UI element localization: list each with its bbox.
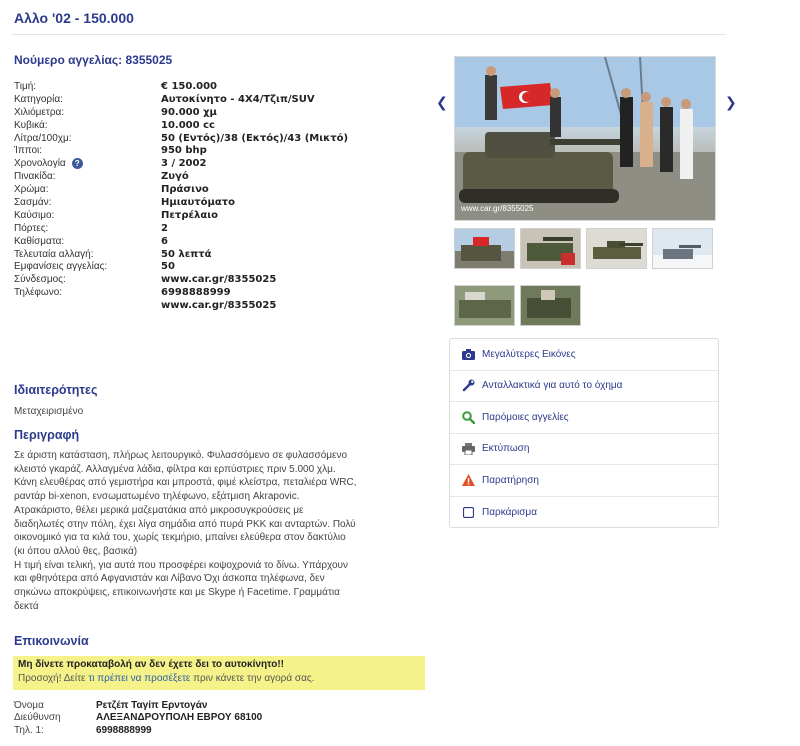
spec-label: Τιμή: [14, 80, 37, 92]
description-line: διαδηλωτές στην πόλη, έχει λίγα σημάδια από πυρά ΡΚΚ και ανταρτών. Πολύ [14, 518, 356, 530]
spec-value: Ζυγό [161, 171, 189, 183]
spec-label: Λίτρα/100χμ: [14, 132, 72, 144]
camera-icon [461, 347, 475, 361]
description-line: ραντάρ bi-xenon, ενσωματωμένο τηλέφωνο, εξάτμιση Akrapovic. [14, 491, 300, 503]
action-label: Μεγαλύτερες Εικόνες [482, 348, 576, 360]
title-divider [12, 34, 726, 35]
tips-link[interactable]: τι πρέπει να προσέξετε [88, 673, 191, 684]
spec-label: Πόρτες: [14, 222, 49, 234]
note-prefix: Προσοχή! Δείτε [18, 673, 89, 684]
spec-row-price [14, 80, 434, 93]
spare-parts-link[interactable] [450, 371, 718, 403]
help-icon[interactable]: ? [72, 158, 83, 169]
spec-row-engine [14, 119, 434, 132]
contact-heading: Επικοινωνία [14, 634, 89, 648]
description-line: Κάνη ελευθέρας από γεμιστήρα και μπροστά, φιμέ κλείστρα, πεταλιέρα WRC, [14, 477, 357, 489]
spec-value: 90.000 χμ [161, 106, 217, 118]
spec-row-link [14, 273, 434, 286]
thumbnail-4[interactable] [652, 228, 713, 269]
thumbnail-3[interactable] [586, 228, 647, 269]
note-suffix: πριν κάνετε την αγορά σας. [190, 673, 315, 684]
spec-value: 50 (Εντός)/38 (Εκτός)/43 (Μικτό) [161, 132, 349, 144]
spec-value: € 150.000 [161, 80, 217, 92]
spec-row-gearbox [14, 196, 434, 209]
description-line: (κι όπου αλλού θες, βασικά) [14, 545, 138, 557]
specs-table [14, 80, 434, 312]
spec-label: Κατηγορία: [14, 93, 63, 105]
description-line: Η τιμή είναι τελική, για αυτά που προσφέρει κοψοχρονιά το δίνω. Υπάρχουν [14, 559, 349, 571]
spec-label: Σύνδεσμος: [14, 274, 66, 286]
spec-label: Εμφανίσεις αγγελίας: [14, 261, 108, 273]
contact-row-name [14, 699, 262, 712]
print-link[interactable] [450, 434, 718, 466]
spec-row-last-change [14, 248, 434, 261]
warning-text: Μη δίνετε προκαταβολή αν δεν έχετε δει το αυτοκίνητο!! [18, 659, 285, 670]
description-body [14, 449, 434, 613]
description-line: Ατρακάριστο, θέλει μερικά μαζεματάκια από μικροσυγκρούσεις με [14, 504, 304, 516]
spec-label: Ίπποι: [14, 145, 43, 157]
spec-row-link-2 [14, 299, 434, 312]
spec-row-mileage [14, 106, 434, 119]
description-line: κλειστό γκαράζ. Αλλαγμένα λάδια, φίλτρα και ερπύστριες πριν 5.000 χλμ. [14, 463, 336, 475]
spec-value[interactable]: www.car.gr/8355025 [161, 300, 277, 312]
spec-value: 50 λεπτά [161, 248, 212, 260]
spec-label: Πινακίδα: [14, 171, 56, 183]
spec-row-consumption [14, 132, 434, 145]
spec-row-phone [14, 286, 434, 299]
ad-number: Νούμερο αγγελίας: 8355025 [14, 53, 173, 67]
spec-label: Χρώμα: [14, 184, 49, 196]
spec-row-seats [14, 235, 434, 248]
action-label: Παρατήρηση [482, 474, 539, 486]
description-line: δεκτά [14, 600, 39, 612]
contact-label: Διεύθυνση [14, 712, 61, 724]
contact-details [14, 699, 262, 737]
spec-value: Πετρέλαιο [161, 209, 219, 221]
warning-icon [461, 473, 475, 487]
contact-row-address [14, 712, 262, 725]
spec-label: Σασμάν: [14, 196, 52, 208]
description-line: οικονομικό για τα κιλά του, χωρίς τεκμήριο, μπαίνει ελεύθερα στον δακτύλιο [14, 532, 346, 544]
spec-value[interactable]: www.car.gr/8355025 [161, 274, 277, 286]
spec-value: 10.000 cc [161, 119, 215, 131]
search-icon [461, 410, 475, 424]
contact-value: ΑΛΕΞΑΝΔΡΟΥΠΟΛΗ ΕΒΡΟΥ 68100 [96, 712, 263, 724]
wrench-icon [461, 379, 475, 393]
checkbox-icon [461, 505, 475, 519]
warning-note [18, 673, 420, 684]
description-line: και φθηνότερα από Αφγανιστάν και Λίβανο Όχι άσκοπα τηλέφωνα, δεν [14, 573, 325, 585]
description-line: Σε άριστη κατάσταση, πλήρως λειτουργικό. Φυλασσόμενο σε φυλασσόμενο [14, 450, 348, 461]
features-text: Μεταχειρισμένο [14, 406, 84, 417]
warning-banner [13, 656, 425, 690]
spec-row-fuel [14, 209, 434, 222]
contact-value: Ρετζέπ Ταγίπ Ερντογάν [96, 699, 208, 711]
contact-label: Τηλ. 1: [14, 724, 44, 736]
similar-ads-link[interactable] [450, 402, 718, 434]
main-photo[interactable] [454, 56, 716, 221]
page-title: Αλλο '02 - 150.000 [14, 10, 134, 26]
spec-value: 950 bhp [161, 145, 207, 157]
action-label: Ανταλλακτικά για αυτό το όχημα [482, 380, 623, 392]
printer-icon [461, 442, 475, 456]
action-label: Εκτύπωση [482, 443, 530, 455]
report-link[interactable] [450, 465, 718, 497]
contact-label: Όνομα [14, 699, 44, 711]
spec-value: Πράσινο [161, 184, 209, 196]
action-label: Παρκάρισμα [482, 506, 537, 518]
spec-label: Τελευταία αλλαγή: [14, 248, 94, 260]
tank-photo-image [455, 57, 716, 221]
spec-row-views [14, 260, 434, 273]
spec-row-category [14, 93, 434, 106]
spec-label: Χιλιόμετρα: [14, 106, 65, 118]
spec-label: Καύσιμο: [14, 209, 55, 221]
spec-label: Χρονολογία [14, 158, 66, 170]
spec-label: Τηλέφωνο: [14, 287, 63, 299]
thumbnail-5[interactable] [454, 285, 515, 326]
contact-value: 6998888999 [96, 724, 152, 736]
spec-row-horsepower [14, 144, 434, 157]
chevron-right-icon[interactable]: ❯ [725, 94, 737, 110]
spec-row-plate [14, 170, 434, 183]
thumbnail-2[interactable] [520, 228, 581, 269]
thumbnail-6[interactable] [520, 285, 581, 326]
action-label: Παρόμοιες αγγελίες [482, 411, 569, 423]
spec-value: 2 [161, 222, 168, 234]
spec-row-year [14, 157, 434, 170]
spec-value: 6 [161, 235, 168, 247]
spec-value: 6998888999 [161, 287, 231, 299]
description-heading: Περιγραφή [14, 428, 80, 442]
description-line: σηκώνω αποκρύψεις, επικοινωνήστε και με Skype ή Facetime. Γραμμάτια [14, 587, 340, 599]
spec-row-color [14, 183, 434, 196]
spec-label: Καθίσματα: [14, 235, 65, 247]
thumbnail-1[interactable] [454, 228, 515, 269]
spec-value: Αυτοκίνητο - 4X4/Τζιπ/SUV [161, 93, 315, 105]
spec-label: Κυβικά: [14, 119, 48, 131]
spec-value: 50 [161, 261, 175, 273]
features-heading: Ιδιαιτερότητες [14, 383, 98, 397]
chevron-left-icon[interactable]: ❮ [436, 94, 448, 110]
spec-value: 3 / 2002 [161, 158, 207, 170]
contact-row-phone [14, 724, 262, 737]
photo-watermark: www.car.gr/8355025 [461, 204, 534, 213]
park-link[interactable] [450, 497, 718, 529]
spec-value: Ημιαυτόματο [161, 196, 235, 208]
actions-panel [449, 338, 719, 528]
spec-row-doors [14, 222, 434, 235]
larger-images-link[interactable] [450, 339, 718, 371]
